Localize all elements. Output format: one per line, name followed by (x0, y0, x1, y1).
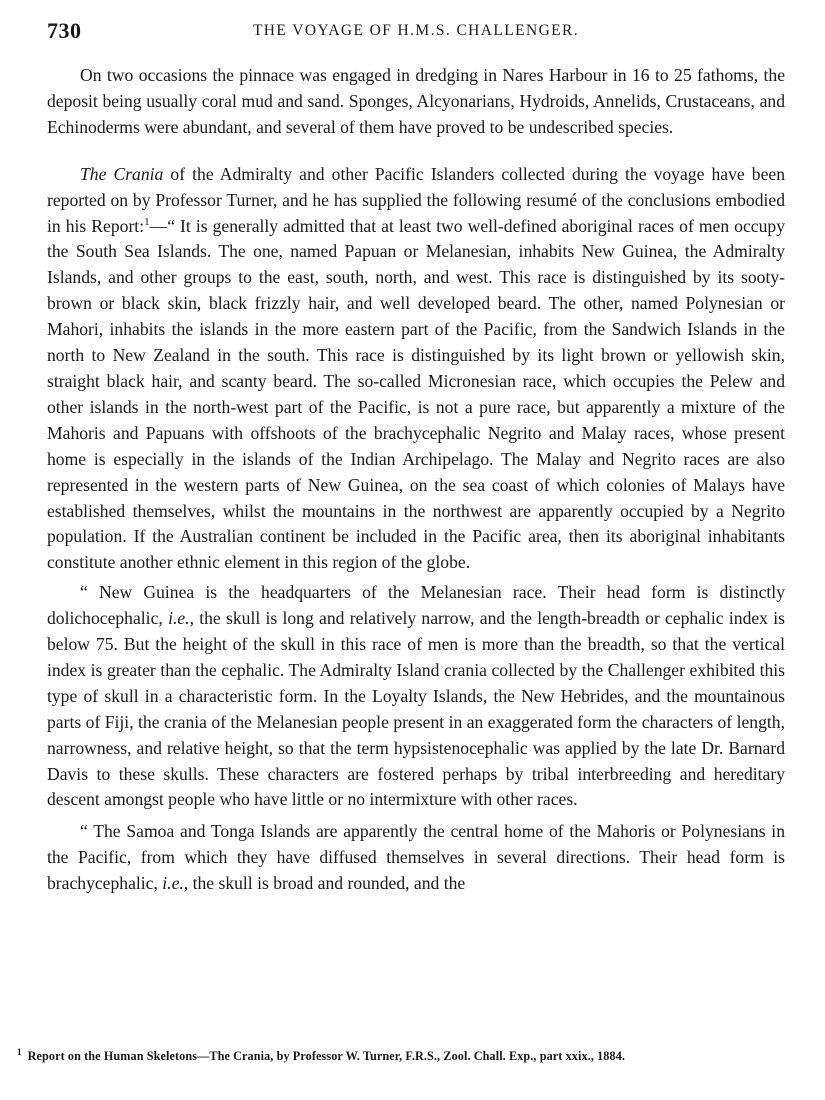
paragraph-lead-in: The Crania (80, 163, 164, 184)
italic-abbreviation: i.e. (162, 873, 184, 894)
paragraph-text: , the skull is long and relatively narrow, and the length-breadth or cephalic index is below 75. But the height of the skull in this race of men is more than the breadth, so that the vertical index is greater than the cephalic. The Admiralty Island crania collected by the Challenger exhibited this type of skull in a characteristic form. In the Loyalty Islands, the New Hebrides, and the mountainous parts of Fiji, the crania of the Melanesian people present in an exaggerated form the characters of length, narrowness, and relative height, so that the term hypsistenocephalic was applied by the late Dr. Barnard Davis to these skulls. These characters are fostered perhaps by tribal interbreeding and hereditary descent amongst people who have little or no intermixture with other races. (47, 608, 785, 810)
paragraph-text: of the Admiralty and other Pacific Islanders collected during the voyage have been reported on by Professor Turner, and he has supplied the following resumé of the conclusions embodied in his Report: (47, 163, 785, 236)
paragraph-text: “ The Samoa and Tonga Islands are apparently the central home of the Mahoris or Polynesians in the Pacific, from which they have diffused themselves in several directions. Their head form is brachycephalic, (47, 821, 785, 894)
page-number: 730 (47, 18, 82, 43)
footnote-reference: 1 (144, 215, 150, 228)
paragraph-4 (47, 819, 785, 897)
running-head: THE VOYAGE OF H.M.S. CHALLENGER. (252, 22, 580, 39)
footnote (17, 1046, 626, 1064)
footnote-text: Report on the Human Skeletons—The Crania, by Professor W. Turner, F.R.S., Zool. Chall. Exp., part xxix., 1884. (27, 1049, 626, 1063)
paragraph-2 (47, 162, 785, 577)
body-text (47, 63, 785, 897)
paragraph-text: “ New Guinea is the headquarters of the Melanesian race. Their head form is distinctly dolichocephalic, (47, 582, 785, 629)
page-header (47, 18, 785, 48)
italic-abbreviation: i.e. (168, 608, 190, 629)
paragraph-text: —“ It is generally admitted that at least two well-defined aboriginal races of men occupy the South Sea Islands. The one, named Papuan or Melanesian, inhabits New Guinea, the Admiralty Islands, and other groups to the east, south, north, and west. This race is distinguished by its sooty-brown or black skin, black frizzly hair, and well developed beard. The other, named Polynesian or Mahori, inhabits the islands in the more eastern part of the Pacific, from the Sandwich Islands in the north to New Zealand in the south. This race is distinguished by its light brown or yellowish skin, straight black hair, and scanty beard. The so-called Micronesian race, which occupies the Pelew and other islands in the north-west part of the Pacific, is not a pure race, but apparently a mixture of the Mahoris and Papuans with offshoots of the brachycephalic Negrito and Malay races, whose present home is especially in the islands of the Indian Archipelago. The Malay and Negrito races are also represented in the western parts of New Guinea, on the sea coast of which colonies of Malays have established themselves, whilst the mountains in the northwest are apparently occupied by a Negrito population. If the Australian continent be included in the Pacific area, then its aboriginal inhabitants constitute another ethnic element in this region of the globe. (47, 215, 785, 573)
paragraph-text: , the skull is broad and rounded, and the (183, 873, 466, 894)
paragraph-1: On two occasions the pinnace was engaged in dredging in Nares Harbour in 16 to 25 fathoms, the deposit being usually coral mud and sand. Sponges, Alcyonarians, Hydroids, Annelids, Crustaceans, and Echinoderms were abundant, and several of them have proved to be undescribed species. (47, 65, 785, 137)
paragraph-3 (47, 580, 785, 813)
footnote-marker: 1 (17, 1046, 22, 1057)
page (47, 18, 785, 897)
